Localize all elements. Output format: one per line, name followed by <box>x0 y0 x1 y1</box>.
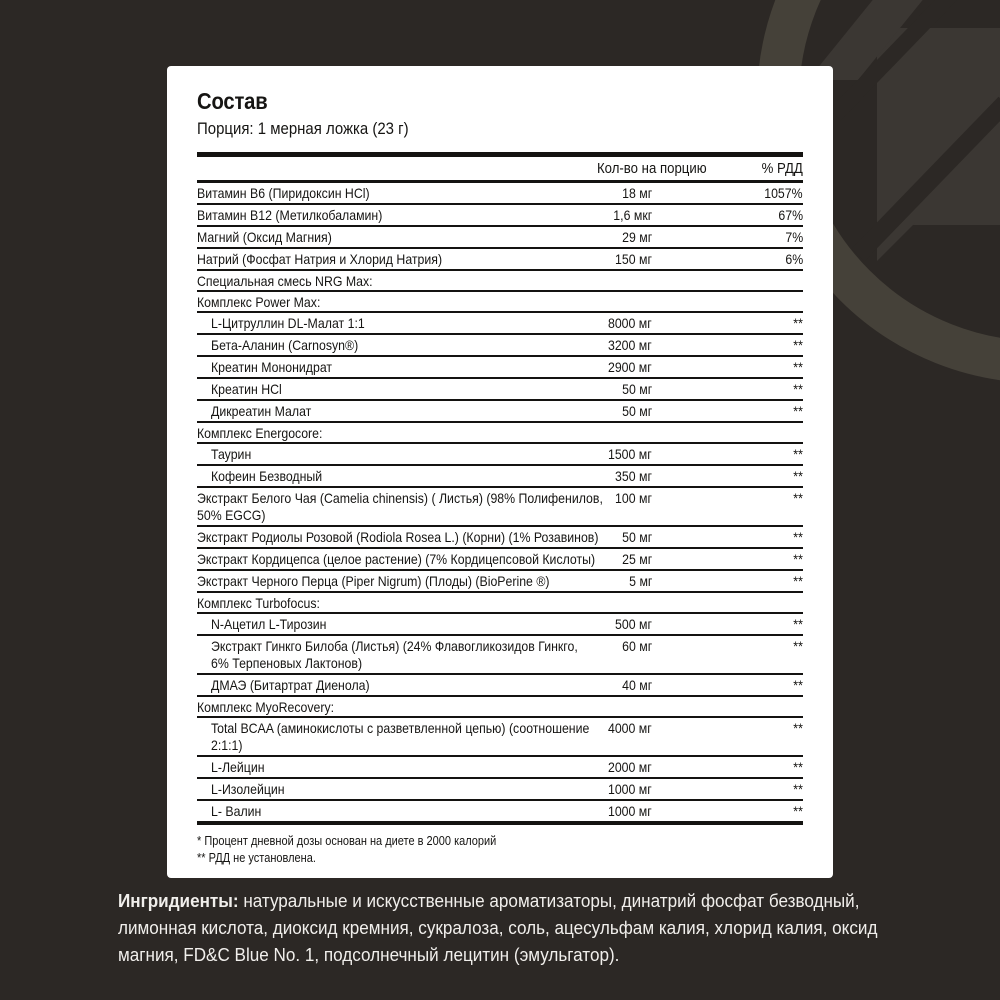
ingredient-name: Витамин B12 (Метилкобаламин) <box>197 207 383 223</box>
ingredient-name: Total BCAA (аминокислоты с разветвленной цепью) (соотношение 2:1:1) <box>211 720 590 753</box>
composition-table-body <box>197 182 803 824</box>
ingredient-pct-rdd: 1057% <box>764 185 803 201</box>
ingredient-amount: 60 мг <box>621 638 652 654</box>
ingredient-row <box>197 756 803 778</box>
ingredient-pct-rdd: ** <box>793 677 803 693</box>
section-label: Комплекс Energocore: <box>197 425 323 441</box>
ingredient-row <box>197 204 803 226</box>
ingredient-name: Кофеин Безводный <box>211 468 323 484</box>
ingredient-name: Экстракт Кордицепса (целое растение) (7% Кордицепсовой Кислоты) <box>197 551 596 567</box>
ingredient-row <box>197 778 803 800</box>
ingredient-row <box>197 635 803 674</box>
ingredient-name: Магний (Оксид Магния) <box>197 229 332 245</box>
ingredient-amount: 5 мг <box>628 573 652 589</box>
ingredient-row <box>197 548 803 570</box>
ingredient-amount: 29 мг <box>621 229 652 245</box>
ingredient-amount: 2000 мг <box>608 759 652 775</box>
section-row <box>197 592 803 613</box>
ingredient-amount: 50 мг <box>621 403 652 419</box>
section-row <box>197 696 803 717</box>
ingredient-row <box>197 487 803 526</box>
ingredient-name: Бета-Аланин (Carnosyn®) <box>211 337 359 353</box>
ingredient-name: N-Ацетил L-Тирозин <box>211 616 327 632</box>
ingredient-row <box>197 312 803 334</box>
ingredient-row <box>197 465 803 487</box>
ingredient-amount: 350 мг <box>615 468 652 484</box>
ingredients-paragraph <box>118 888 878 969</box>
section-label: Комплекс Turbofocus: <box>197 595 320 611</box>
ingredient-row <box>197 248 803 270</box>
ingredient-name: L- Валин <box>211 803 262 819</box>
ingredient-name: Таурин <box>211 446 252 462</box>
composition-table <box>197 152 803 825</box>
supplement-facts-card <box>167 66 833 878</box>
ingredients-text: натуральные и искусственные ароматизаторы, динатрий фосфат безводный, лимонная кислота, диоксид кремния, сукралоза, соль, ацесульфам калия, хлорид калия, оксид магния, FD&C Blue No. 1, подсолнечный лецитин (эмульгатор). <box>118 891 878 965</box>
ingredient-row <box>197 674 803 696</box>
header-ingredient <box>197 155 582 182</box>
ingredient-amount: 500 мг <box>615 616 652 632</box>
ingredient-pct-rdd: 67% <box>778 207 803 223</box>
serving-size-text: Порция: 1 мерная ложка (23 г) <box>197 119 409 138</box>
ingredient-row <box>197 226 803 248</box>
ingredient-pct-rdd: ** <box>793 403 803 419</box>
ingredient-amount: 1500 мг <box>608 446 652 462</box>
ingredient-pct-rdd: ** <box>793 381 803 397</box>
ingredient-pct-rdd: ** <box>793 720 803 736</box>
ingredient-amount: 25 мг <box>621 551 652 567</box>
ingredient-name: Экстракт Родиолы Розовой (Rodiola Rosea L.) (Корни) (1% Розавинов) <box>197 529 599 545</box>
footnote-daily-value: * Процент дневной дозы основан на диете в 2000 калорий <box>197 834 497 848</box>
ingredient-amount: 40 мг <box>621 677 652 693</box>
header-pct: % РДД <box>761 160 803 177</box>
ingredient-row <box>197 717 803 756</box>
ingredient-row <box>197 526 803 548</box>
ingredient-amount: 4000 мг <box>608 720 652 736</box>
ingredient-row <box>197 443 803 465</box>
ingredient-name: Креатин HCl <box>211 381 282 397</box>
ingredient-name: L-Изолейцин <box>211 781 285 797</box>
ingredient-pct-rdd: ** <box>793 616 803 632</box>
ingredient-pct-rdd: ** <box>793 529 803 545</box>
ingredient-name: Витамин B6 (Пиридоксин HCl) <box>197 185 370 201</box>
section-row <box>197 291 803 312</box>
ingredient-pct-rdd: ** <box>793 490 803 506</box>
card-title <box>197 88 803 114</box>
ingredient-name: Экстракт Черного Перца (Piper Nigrum) (Плоды) (BioPerine ®) <box>197 573 550 589</box>
ingredient-pct-rdd: ** <box>793 803 803 819</box>
ingredient-pct-rdd: ** <box>793 446 803 462</box>
section-row <box>197 270 803 291</box>
ingredient-row <box>197 613 803 635</box>
ingredient-name: Экстракт Белого Чая (Camelia chinensis) ( Листья) (98% Полифенилов, 50% EGCG) <box>197 490 603 523</box>
ingredient-amount: 8000 мг <box>608 315 652 331</box>
ingredient-name: Экстракт Гинкго Билоба (Листья) (24% Флавогликозидов Гинкго, 6% Терпеновых Лактонов) <box>211 638 578 671</box>
composition-table-header <box>197 155 803 182</box>
ingredient-row <box>197 570 803 592</box>
ingredient-pct-rdd: 7% <box>785 229 803 245</box>
ingredient-row <box>197 800 803 823</box>
section-label: Комплекс MyoRecovery: <box>197 699 335 715</box>
ingredient-amount: 3200 мг <box>608 337 652 353</box>
ingredient-amount: 100 мг <box>615 490 652 506</box>
footnotes <box>197 833 803 866</box>
header-amount: Кол-во на порцию <box>596 160 707 177</box>
ingredient-pct-rdd: ** <box>793 781 803 797</box>
ingredient-amount: 1,6 мкг <box>613 207 652 223</box>
ingredient-pct-rdd: ** <box>793 337 803 353</box>
footnote-rdd: ** РДД не установлена. <box>197 850 316 865</box>
ingredient-row <box>197 356 803 378</box>
ingredient-pct-rdd: ** <box>793 315 803 331</box>
ingredient-name: Натрий (Фосфат Натрия и Хлорид Натрия) <box>197 251 443 267</box>
ingredient-row <box>197 378 803 400</box>
section-row <box>197 422 803 443</box>
ingredient-row <box>197 182 803 205</box>
ingredient-amount: 18 мг <box>621 185 652 201</box>
section-label: Комплекс Power Max: <box>197 294 321 310</box>
ingredient-pct-rdd: ** <box>793 359 803 375</box>
card-title-text: Состав <box>197 88 268 114</box>
section-label: Специальная смесь NRG Max: <box>197 273 373 289</box>
ingredient-amount: 50 мг <box>621 381 652 397</box>
ingredient-name: ДМАЭ (Битартрат Диенола) <box>211 677 370 693</box>
ingredient-row <box>197 334 803 356</box>
ingredient-amount: 150 мг <box>615 251 652 267</box>
ingredient-name: L-Лейцин <box>211 759 265 775</box>
ingredient-amount: 50 мг <box>621 529 652 545</box>
ingredient-amount: 2900 мг <box>608 359 652 375</box>
ingredient-name: Дикреатин Малат <box>211 403 312 419</box>
ingredient-amount: 1000 мг <box>608 803 652 819</box>
header-row <box>197 155 803 182</box>
ingredient-amount: 1000 мг <box>608 781 652 797</box>
ingredient-pct-rdd: 6% <box>785 251 803 267</box>
ingredient-pct-rdd: ** <box>793 551 803 567</box>
ingredient-pct-rdd: ** <box>793 638 803 654</box>
ingredient-row <box>197 400 803 422</box>
ingredient-pct-rdd: ** <box>793 759 803 775</box>
ingredient-pct-rdd: ** <box>793 468 803 484</box>
ingredient-name: Креатин Мононидрат <box>211 359 333 375</box>
ingredient-pct-rdd: ** <box>793 573 803 589</box>
serving-size-line <box>197 119 803 139</box>
ingredient-name: L-Цитруллин DL-Малат 1:1 <box>211 315 365 331</box>
ingredients-label: Ингридиенты: <box>118 891 239 911</box>
